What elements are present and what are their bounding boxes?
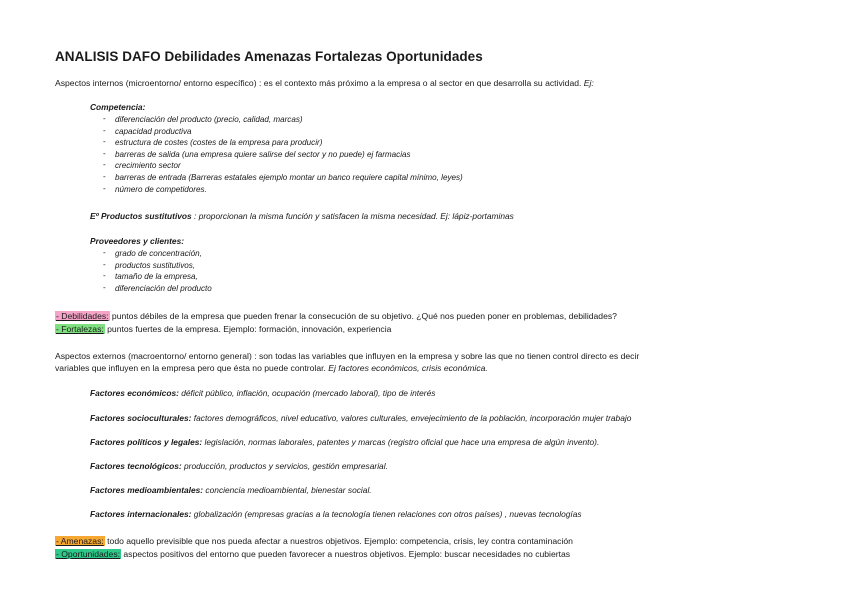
factor-text: conciencia medioambiental, bienestar social.: [203, 485, 372, 495]
factor-label: Factores políticos y legales:: [90, 437, 203, 447]
competencia-list: [103, 114, 463, 195]
factor-socioculturales: [90, 412, 631, 424]
proveedores-list: [103, 248, 212, 294]
externos-line-2: [55, 362, 639, 374]
factor-text: producción, productos y servicios, gestión empresarial.: [181, 461, 388, 471]
fortalezas-label: - Fortalezas:: [56, 324, 104, 334]
list-item: - estructura de costes (costes de la empresa para producir): [103, 137, 463, 149]
list-item: - barreras de salida (una empresa quiere salirse del sector y no puede) ej farmacias: [103, 149, 463, 161]
list-item: - productos sustitutivos,: [103, 260, 212, 272]
factor-economicos: [90, 387, 435, 399]
sustitutivos-label: Eº Productos sustitutivos: [90, 211, 192, 221]
factor-label: Factores tecnológicos:: [90, 461, 182, 471]
factor-medioambientales: [90, 484, 372, 496]
oportunidades-text: aspectos positivos del entorno que pueden favorecer a nuestros objetivos. Ejemplo: buscar necesidades no cubiertas: [121, 549, 571, 559]
factor-politicos: [90, 436, 599, 448]
factor-label: Factores socioculturales:: [90, 413, 192, 423]
debilidades-text: puntos débiles de la empresa que pueden frenar la consecución de su objetivo. ¿Qué nos pueden poner en problemas, debilidades?: [109, 311, 617, 321]
list-item: - número de competidores.: [103, 184, 463, 196]
factor-label: Factores medioambientales:: [90, 485, 204, 495]
debilidades-label: - Debilidades:: [56, 311, 109, 321]
list-item: - tamaño de la empresa,: [103, 271, 212, 283]
externos-line-2-text: variables que influyen en la empresa pero que ésta no puede controlar.: [55, 363, 329, 373]
factor-text: globalización (empresas gracias a la tecnología tienen relaciones con otros países) , nuevas tecnologías: [191, 509, 582, 519]
debilidades-paragraph: [55, 310, 617, 322]
sustitutivos-text: : proporcionan la misma función y satisfacen la misma necesidad. Ej: lápiz-portaminas: [191, 211, 514, 221]
internos-text: Aspectos internos (microentorno/ entorno específico) : es el contexto más próximo a la empresa o al sector en que desarrolla su actividad.: [55, 78, 584, 88]
amenazas-text: todo aquello previsible que nos pueda afectar a nuestros objetivos. Ejemplo: competencia, crisis, ley contra contaminación: [104, 536, 573, 546]
externos-line-1: Aspectos externos (macroentorno/ entorno general) : son todas las variables que influyen en la empresa y sobre las que no tienen control directo es decir: [55, 351, 640, 361]
factor-tecnologicos: [90, 460, 388, 472]
list-item: - diferenciación del producto: [103, 283, 212, 295]
amenazas-label: - Amenazas:: [56, 536, 104, 546]
externos-line-2-example: Ej factores económicos, crisis económica.: [328, 363, 488, 373]
list-item: - diferenciación del producto (precio, calidad, marcas): [103, 114, 463, 126]
internos-example: Ej:: [583, 78, 594, 88]
fortalezas-paragraph: [55, 323, 391, 335]
list-item: - crecimiento sector: [103, 160, 463, 172]
factor-label: Factores internacionales:: [90, 509, 192, 519]
factor-text: legislación, normas laborales, patentes y marcas (registro oficial que hace una empresa de algún invento).: [202, 437, 600, 447]
page-title: ANALISIS DAFO Debilidades Amenazas Fortalezas Oportunidades: [55, 49, 483, 64]
externos-paragraph: [55, 350, 639, 374]
fortalezas-text: puntos fuertes de la empresa. Ejemplo: formación, innovación, experiencia: [104, 324, 392, 334]
factor-text: factores demográficos, nivel educativo, valores culturales, envejecimiento de la población, incorporación mujer trabajo: [191, 413, 632, 423]
competencia-heading: Competencia:: [90, 102, 146, 112]
internos-paragraph: [55, 77, 594, 89]
sustitutivos-paragraph: [90, 210, 514, 222]
list-item: - capacidad productiva: [103, 126, 463, 138]
oportunidades-label: - Oportunidades:: [56, 549, 121, 559]
amenazas-paragraph: [55, 535, 573, 547]
proveedores-heading: Proveedores y clientes:: [90, 236, 185, 246]
factor-internacionales: [90, 508, 582, 520]
oportunidades-paragraph: [55, 548, 570, 560]
factor-text: déficit público, inflación, ocupación (mercado laboral), tipo de interés: [178, 388, 436, 398]
list-item: - grado de concentración,: [103, 248, 212, 260]
list-item: - barreras de entrada (Barreras estatales ejemplo montar un banco requiere capital mínimo, leyes): [103, 172, 463, 184]
factor-label: Factores económicos:: [90, 388, 179, 398]
